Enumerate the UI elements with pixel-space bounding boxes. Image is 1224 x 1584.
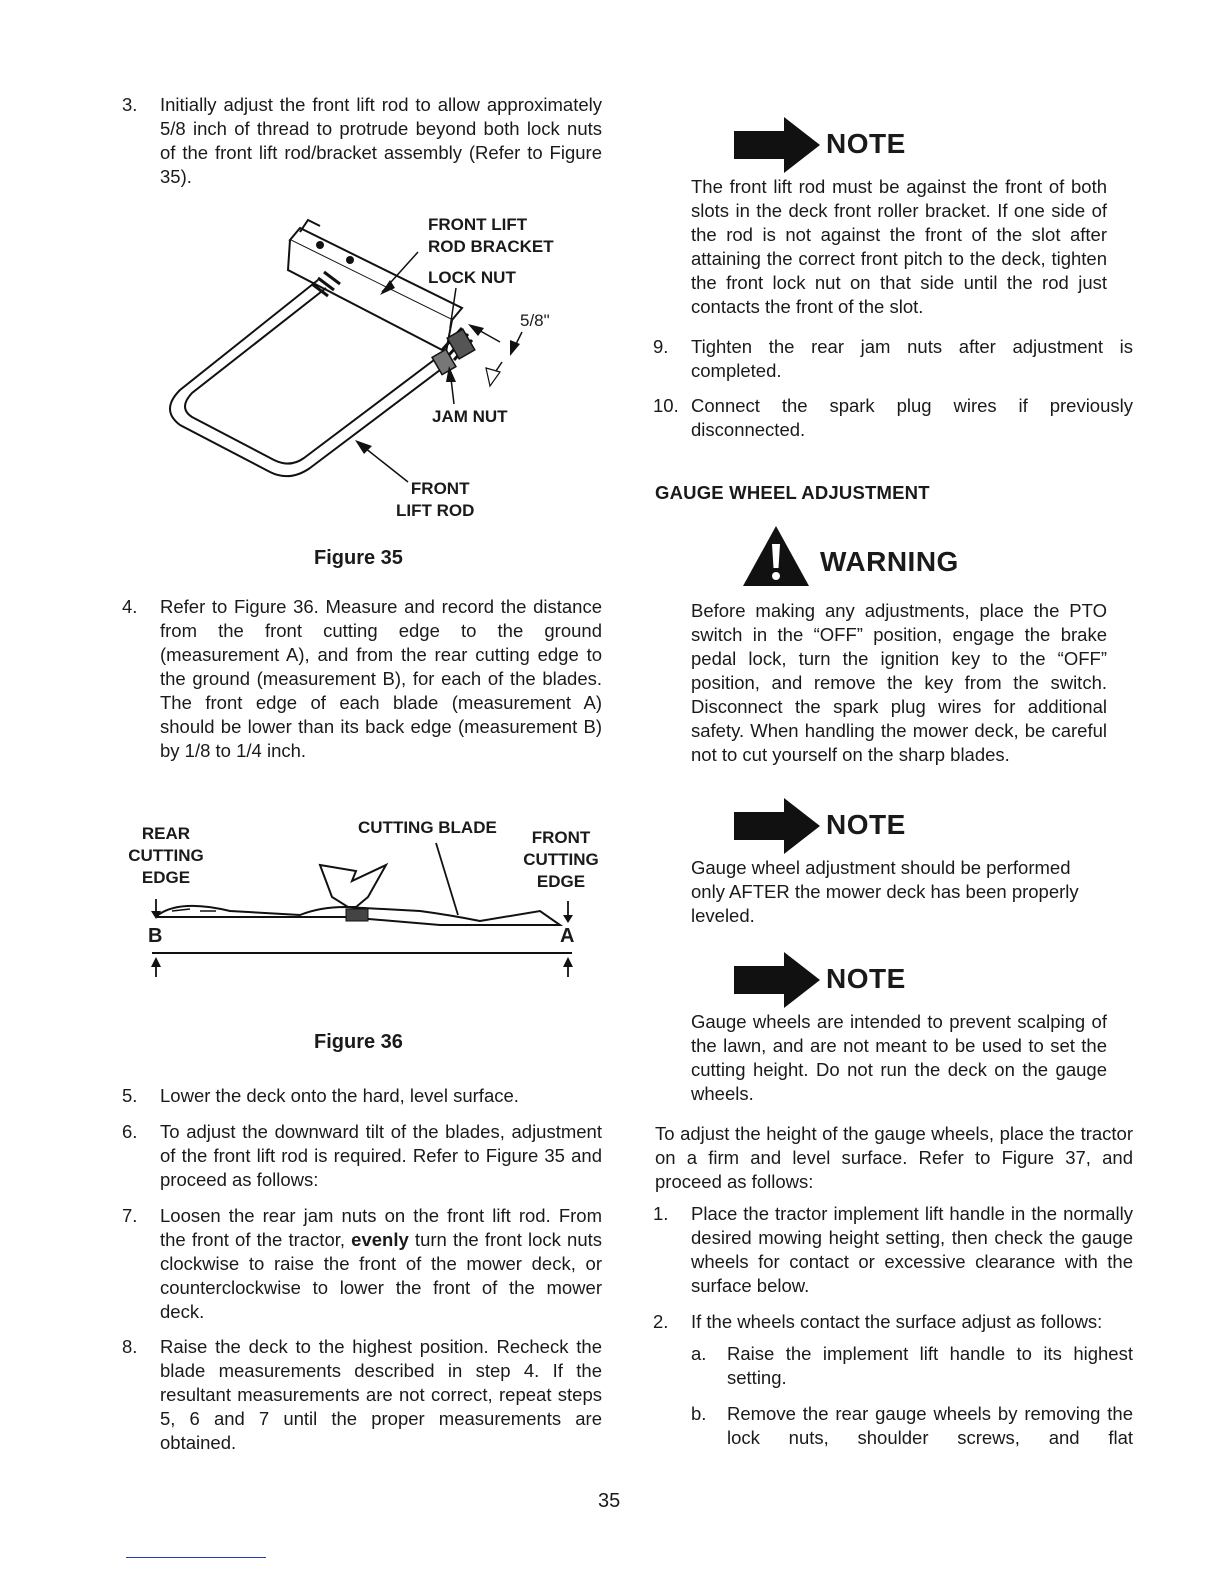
step-text: Lower the deck onto the hard, level surface. xyxy=(160,1085,519,1106)
step-number: 7. xyxy=(122,1205,138,1226)
warning-title: WARNING xyxy=(820,546,959,577)
label-line: REAR xyxy=(141,824,191,843)
step-text: Raise the implement lift handle to its highest setting. xyxy=(727,1343,1133,1388)
note-text: The front lift rod must be against the front of both slots in the deck front roller bracket. If one side of the rod is not against the front of the slot after attaining the correct front pitch to the deck, tighten the front lock nut on that side until the rod just contacts the front of the slot. xyxy=(691,176,1107,317)
label-line: CUTTING xyxy=(523,850,599,869)
figure-36-caption: Figure 36 xyxy=(314,1031,403,1053)
emphasis-evenly: evenly xyxy=(351,1229,409,1250)
note-arrow-icon xyxy=(734,798,820,854)
step-number: a. xyxy=(691,1343,707,1364)
step-text: Place the tractor implement lift handle in the normally desired mowing height setting, then check the gauge wheels for contact or excessive clearance with the surface below. xyxy=(691,1203,1133,1296)
step-number: 5. xyxy=(122,1085,138,1106)
step-number: b. xyxy=(691,1403,707,1424)
step-number: 6. xyxy=(122,1121,138,1142)
warning-text: Before making any adjustments, place the PTO switch in the “OFF” position, engage the brake pedal lock, turn the ignition key to the “OFF” position, and remove the key from the switch. Disconnect the spark plug wires for additional safety. When handling the mower deck, be careful not to cut yourself on the sharp blades. xyxy=(691,600,1107,765)
step-number: 2. xyxy=(653,1311,669,1332)
page-number: 35 xyxy=(598,1490,621,1512)
step-text: Connect the spark plug wires if previously disconnected. xyxy=(691,395,1133,440)
step-number: 4. xyxy=(122,596,138,617)
label-measurement-b: B xyxy=(148,925,163,947)
step-text: To adjust the downward tilt of the blades, adjustment of the front lift rod is required. Refer to Figure 35 and proceed as follows: xyxy=(160,1121,602,1190)
step-text-part: Loosen the rear jam nuts on the front lift rod. From the front of the tractor, xyxy=(160,1205,602,1250)
step-number: 1. xyxy=(653,1203,669,1224)
step-text: Tighten the rear jam nuts after adjustment is completed. xyxy=(691,336,1133,381)
section-heading: GAUGE WHEEL ADJUSTMENT xyxy=(655,482,930,503)
warning-triangle-icon xyxy=(741,524,811,588)
label-front-lift-rod-bracket xyxy=(428,214,554,258)
label-line: ROD BRACKET xyxy=(428,237,554,256)
label-line: FRONT xyxy=(531,828,591,847)
label-line: EDGE xyxy=(141,868,191,887)
note-title: NOTE xyxy=(826,809,906,840)
step-text: Refer to Figure 36. Measure and record the distance from the front cutting edge to the ground (measurement A), and from the rear cutting edge to the ground (measurement B), for each of the blades. The front edge of each blade (measurement A) should be lower than its back edge (measurement B) by 1/8 to 1/4 inch. xyxy=(160,596,602,761)
label-measurement-a: A xyxy=(560,925,575,947)
label-line: EDGE xyxy=(536,872,586,891)
step-number: 8. xyxy=(122,1336,138,1357)
label-line: CUTTING xyxy=(128,846,204,865)
footer-rule xyxy=(126,1557,266,1558)
note-arrow-icon xyxy=(734,952,820,1008)
label-line: FRONT LIFT xyxy=(428,215,528,234)
note-title: NOTE xyxy=(826,128,906,159)
label-jam-nut: JAM NUT xyxy=(432,407,508,426)
label-line: FRONT xyxy=(410,479,470,498)
step-text xyxy=(160,1204,602,1324)
step-text: Initially adjust the front lift rod to allow approximately 5/8 inch of thread to protrude beyond both lock nuts of the front lift rod/bracket assembly (Refer to Figure 35). xyxy=(160,94,602,187)
label-five-eighths: 5/8" xyxy=(520,311,550,330)
front-lift-rod-illustration xyxy=(150,210,610,530)
label-cutting-blade: CUTTING BLADE xyxy=(358,818,497,837)
note-arrow-icon xyxy=(734,117,820,173)
step-text-part: turn the front lock nuts clockwise to raise the front of the mower deck, or counterclockwise to lower the front of the mower deck. xyxy=(160,1229,602,1322)
figure-35 xyxy=(150,210,610,530)
step-number: 10. xyxy=(653,395,679,416)
step-number: 3. xyxy=(122,94,138,115)
step-text: Remove the rear gauge wheels by removing the lock nuts, shoulder screws, and flat xyxy=(727,1403,1133,1448)
intro-paragraph: To adjust the height of the gauge wheels, place the tractor on a firm and level surface. Refer to Figure 37, and proceed as follows: xyxy=(655,1123,1133,1192)
step-text: Raise the deck to the highest position. Recheck the blade measurements described in step 4. If the resultant measurements are not correct, repeat steps 5, 6 and 7 until the proper measurements are obtained. xyxy=(160,1336,602,1453)
note-text: Gauge wheel adjustment should be performed only AFTER the mower deck has been properly leveled. xyxy=(691,857,1079,926)
note-text: Gauge wheels are intended to prevent scalping of the lawn, and are not meant to be used to set the cutting height. Do not run the deck on the gauge wheels. xyxy=(691,1011,1107,1104)
figure-36 xyxy=(120,815,610,990)
label-rear-cutting-edge xyxy=(126,823,206,889)
label-line: LIFT ROD xyxy=(396,501,475,520)
step-text: If the wheels contact the surface adjust as follows: xyxy=(691,1311,1103,1332)
note-title: NOTE xyxy=(826,963,906,994)
label-front-cutting-edge xyxy=(516,827,606,893)
step-number: 9. xyxy=(653,336,669,357)
label-lock-nut: LOCK NUT xyxy=(428,268,516,287)
figure-35-caption: Figure 35 xyxy=(314,547,403,569)
label-front-lift-rod xyxy=(396,478,474,522)
